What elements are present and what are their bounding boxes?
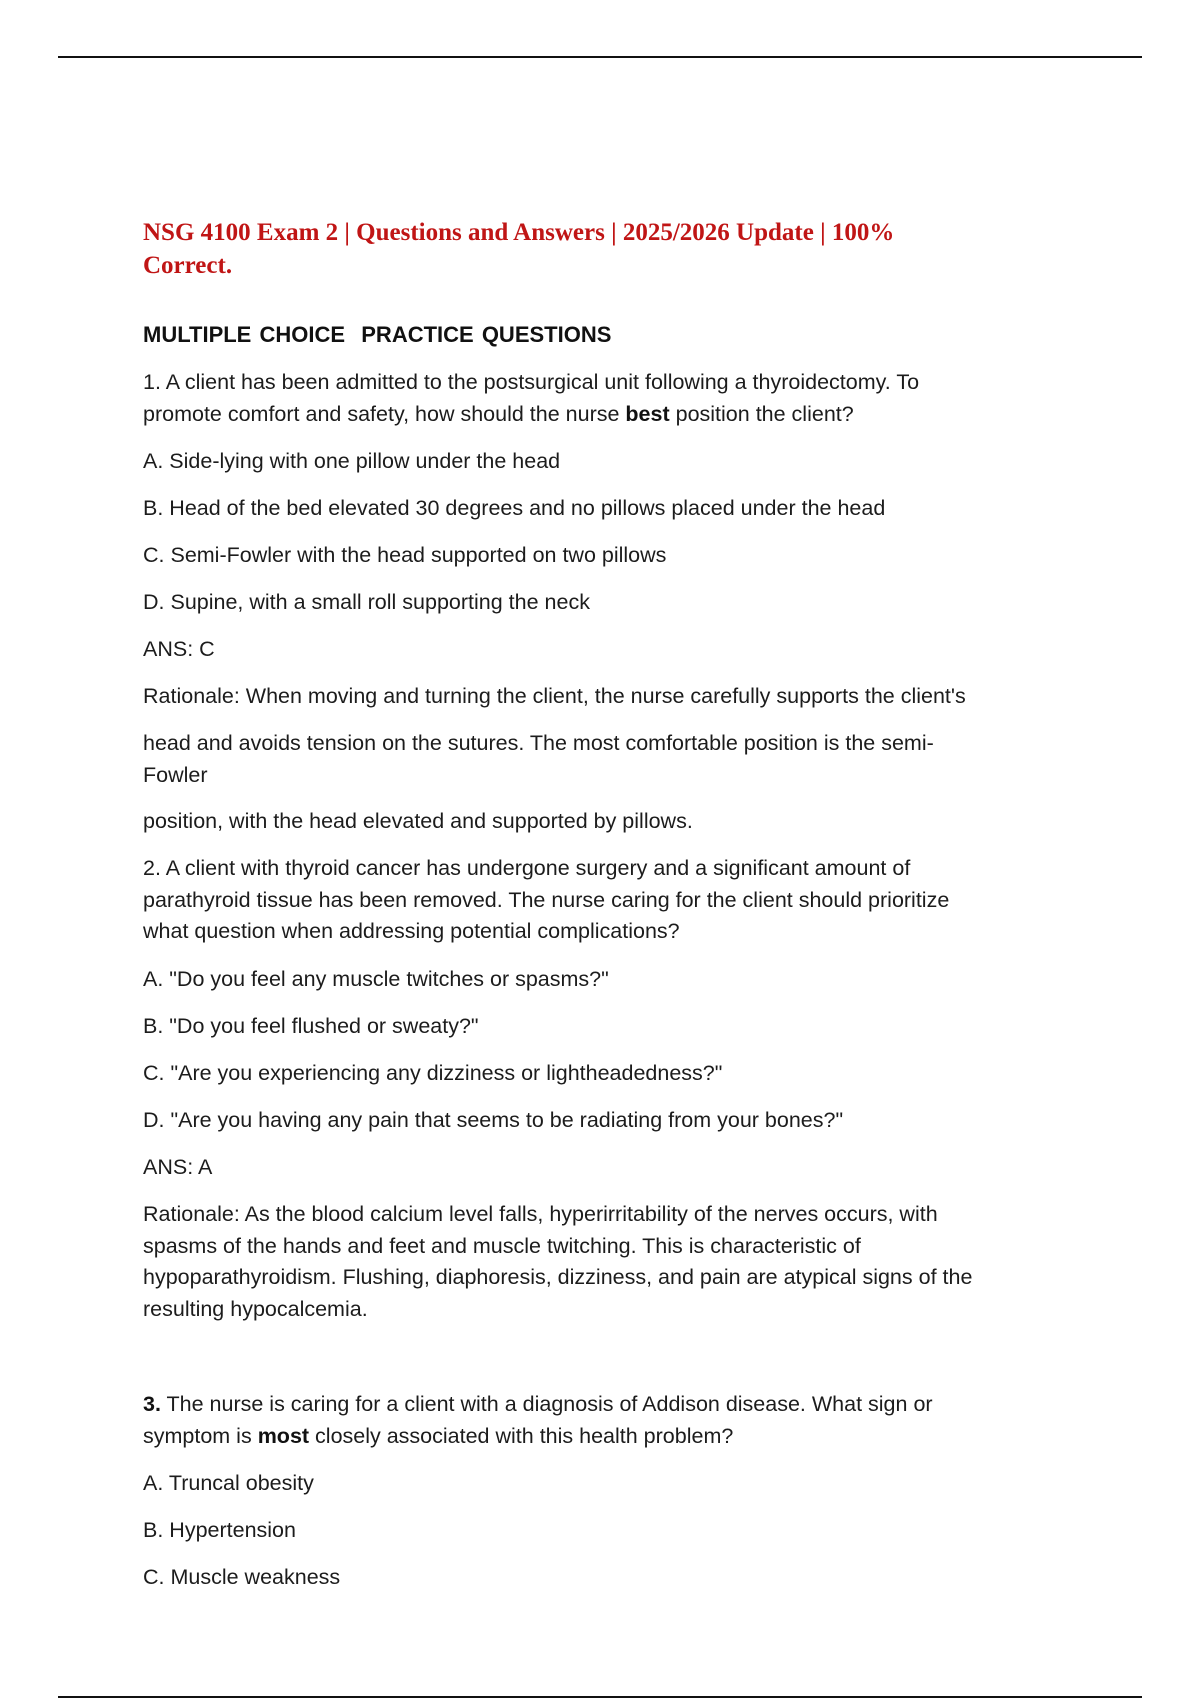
q3-number: 3. <box>143 1392 161 1416</box>
q1-answer: ANS: C <box>143 637 215 661</box>
q1-rationale-line-1: Rationale: When moving and turning the client, the nurse carefully supports the client's <box>143 684 966 708</box>
q2-stem-line-3: what question when addressing potential complications? <box>143 919 680 943</box>
title-line-2: Correct. <box>143 252 233 279</box>
q2-option-c: C. "Are you experiencing any dizziness or lightheadedness?" <box>143 1061 723 1085</box>
section-heading: MULTIPLE CHOICE PRACTICE QUESTIONS <box>143 322 612 347</box>
q1-rationale-lines-2-3 <box>143 728 1073 791</box>
bottom-rule <box>58 1696 1142 1698</box>
document-title <box>143 216 1043 282</box>
q2-stem-line-2: parathyroid tissue has been removed. The nurse caring for the client should prioritize <box>143 887 950 912</box>
q2-answer: ANS: A <box>143 1155 213 1179</box>
q3-stem-line-2 <box>143 1421 1073 1453</box>
q3-stem-line-1 <box>143 1389 1073 1421</box>
q1-stem-line-2 <box>143 399 1073 431</box>
q1-stem <box>143 367 1073 430</box>
q3-option-c: C. Muscle weakness <box>143 1565 341 1589</box>
q2-rationale-line-3: hypoparathyroidism. Flushing, diaphoresis, dizziness, and pain are atypical signs of the <box>143 1265 973 1289</box>
q3-stem-emphasis: most <box>257 1423 310 1448</box>
q2-option-d: D. "Are you having any pain that seems to be radiating from your bones?" <box>143 1108 844 1132</box>
q2-option-a: A. "Do you feel any muscle twitches or spasms?" <box>143 967 609 991</box>
q1-stem-text-end: position the client? <box>669 401 854 426</box>
q2-rationale-line-4: resulting hypocalcemia. <box>143 1296 368 1321</box>
q1-stem-text: promote comfort and safety, how should the nurse <box>143 401 626 426</box>
q1-stem-line-1: 1. A client has been admitted to the postsurgical unit following a thyroidectomy. To <box>143 370 920 394</box>
q2-stem-line-1: 2. A client with thyroid cancer has undergone surgery and a significant amount of <box>143 856 911 880</box>
top-rule <box>58 56 1142 58</box>
q3-stem-text-start: symptom is <box>143 1423 258 1448</box>
q3-stem-text-end: closely associated with this health problem? <box>309 1423 734 1448</box>
q1-rationale-line-2: head and avoids tension on the sutures. The most comfortable position is the semi- <box>143 731 934 755</box>
q1-option-a: A. Side-lying with one pillow under the head <box>143 449 561 473</box>
q2-option-b: B. "Do you feel flushed or sweaty?" <box>143 1014 479 1038</box>
title-line-1: NSG 4100 Exam 2 | Questions and Answers | 2025/2026 Update | 100% <box>143 219 895 246</box>
q2-rationale-line-2: spasms of the hands and feet and muscle twitching. This is characteristic of <box>143 1233 861 1258</box>
q1-option-b: B. Head of the bed elevated 30 degrees and no pillows placed under the head <box>143 496 886 520</box>
q1-stem-emphasis: best <box>625 401 670 426</box>
q1-rationale-line-4: position, with the head elevated and supported by pillows. <box>143 809 693 833</box>
q1-option-d: D. Supine, with a small roll supporting the neck <box>143 590 590 614</box>
q2-rationale <box>143 1199 1073 1325</box>
q3-stem <box>143 1389 1073 1452</box>
q2-stem <box>143 853 1073 948</box>
q2-rationale-line-1: Rationale: As the blood calcium level falls, hyperirritability of the nerves occurs, with <box>143 1202 938 1226</box>
q1-rationale-line-3: Fowler <box>143 762 208 787</box>
q3-stem-text: The nurse is caring for a client with a diagnosis of Addison disease. What sign or <box>160 1392 933 1416</box>
q1-option-c: C. Semi-Fowler with the head supported on two pillows <box>143 543 667 567</box>
q3-option-a: A. Truncal obesity <box>143 1471 314 1495</box>
q3-option-b: B. Hypertension <box>143 1518 296 1542</box>
